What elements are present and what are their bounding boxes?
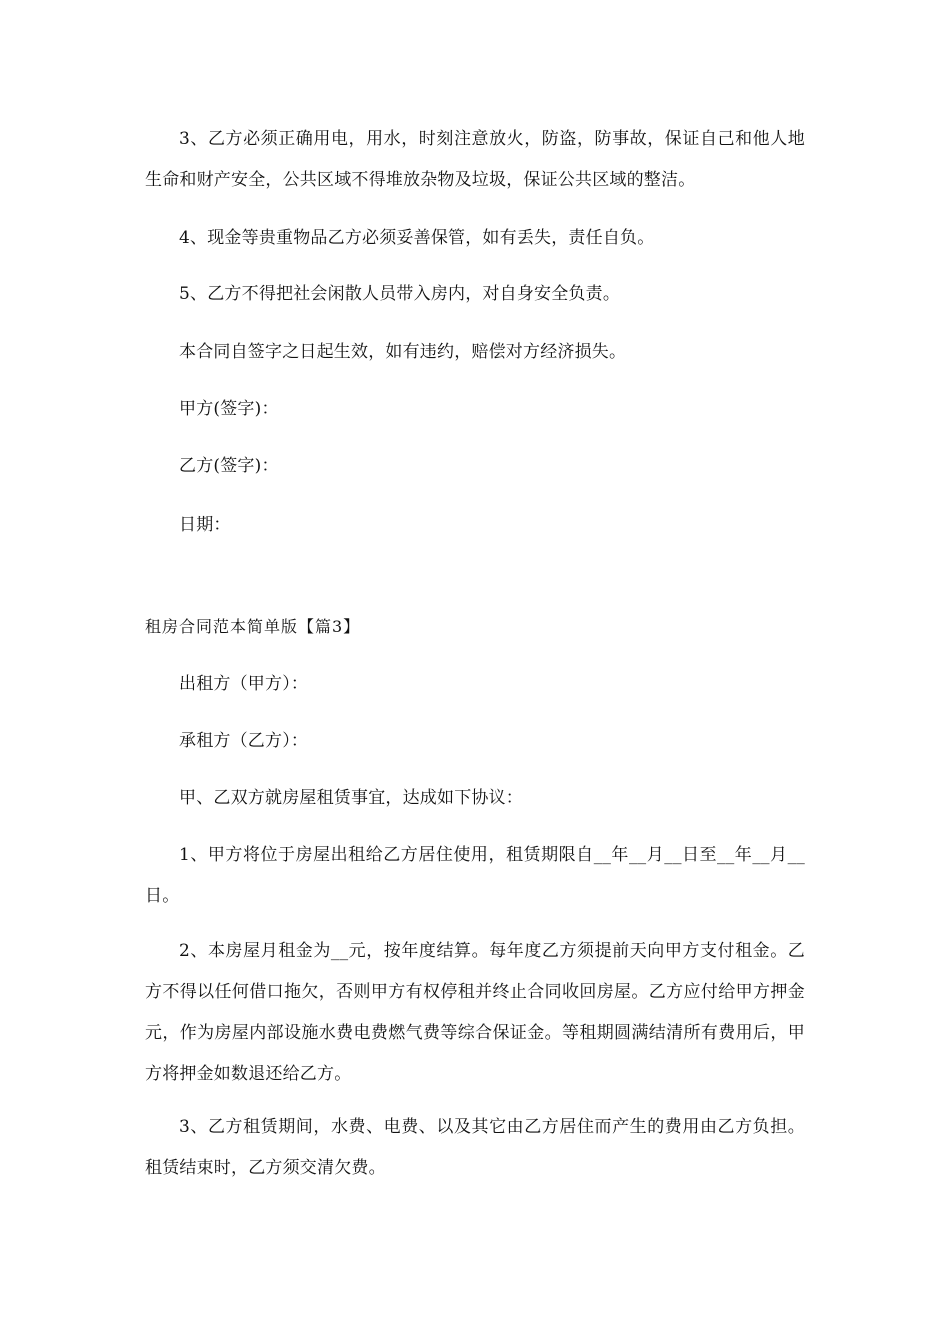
lessor-line: 出租方（甲方）： (179, 674, 309, 694)
paragraph-rent-deposit: 2、本房屋月租金为__元，按年度结算。每年度乙方须提前天向甲方支付租金。乙方不得以任何借口拖欠，否则甲方有权停租并终止合同收回房屋。乙方应付给甲方押金元，作为房屋内部设施水费电费燃气费等综合保证金。等租期圆满结清所有费用后，甲方将押金如数退还给乙方。 (145, 941, 805, 1084)
paragraph-lease-term: 1、甲方将位于房屋出租给乙方居住使用，租赁期限自__年__月__日至__年__月__日。 (145, 845, 805, 906)
paragraph-clause-4-valuables: 4、现金等贵重物品乙方必须妥善保管，如有丢失，责任自负。 (179, 228, 655, 248)
lessee-line: 承租方（乙方）： (179, 731, 309, 751)
section-heading: 租房合同范本简单版【篇3】 (145, 617, 361, 636)
agreement-intro: 甲、乙双方就房屋租赁事宜，达成如下协议： (179, 788, 523, 808)
signature-party-a: 甲方(签字)： (179, 399, 279, 419)
signature-date: 日期： (179, 515, 231, 535)
paragraph-clause-5-visitors: 5、乙方不得把社会闲散人员带入房内，对自身安全负责。 (179, 284, 621, 304)
paragraph-clause-3-safety: 3、乙方必须正确用电，用水，时刻注意放火，防盗，防事故，保证自己和他人地生命和财产安全，公共区域不得堆放杂物及垃圾，保证公共区域的整洁。 (145, 129, 805, 190)
paragraph-effective-clause: 本合同自签字之日起生效，如有违约，赔偿对方经济损失。 (179, 342, 627, 362)
signature-party-b: 乙方(签字)： (179, 456, 279, 476)
paragraph-utilities: 3、乙方租赁期间，水费、电费、以及其它由乙方居住而产生的费用由乙方负担。租赁结束时，乙方须交清欠费。 (145, 1117, 805, 1178)
